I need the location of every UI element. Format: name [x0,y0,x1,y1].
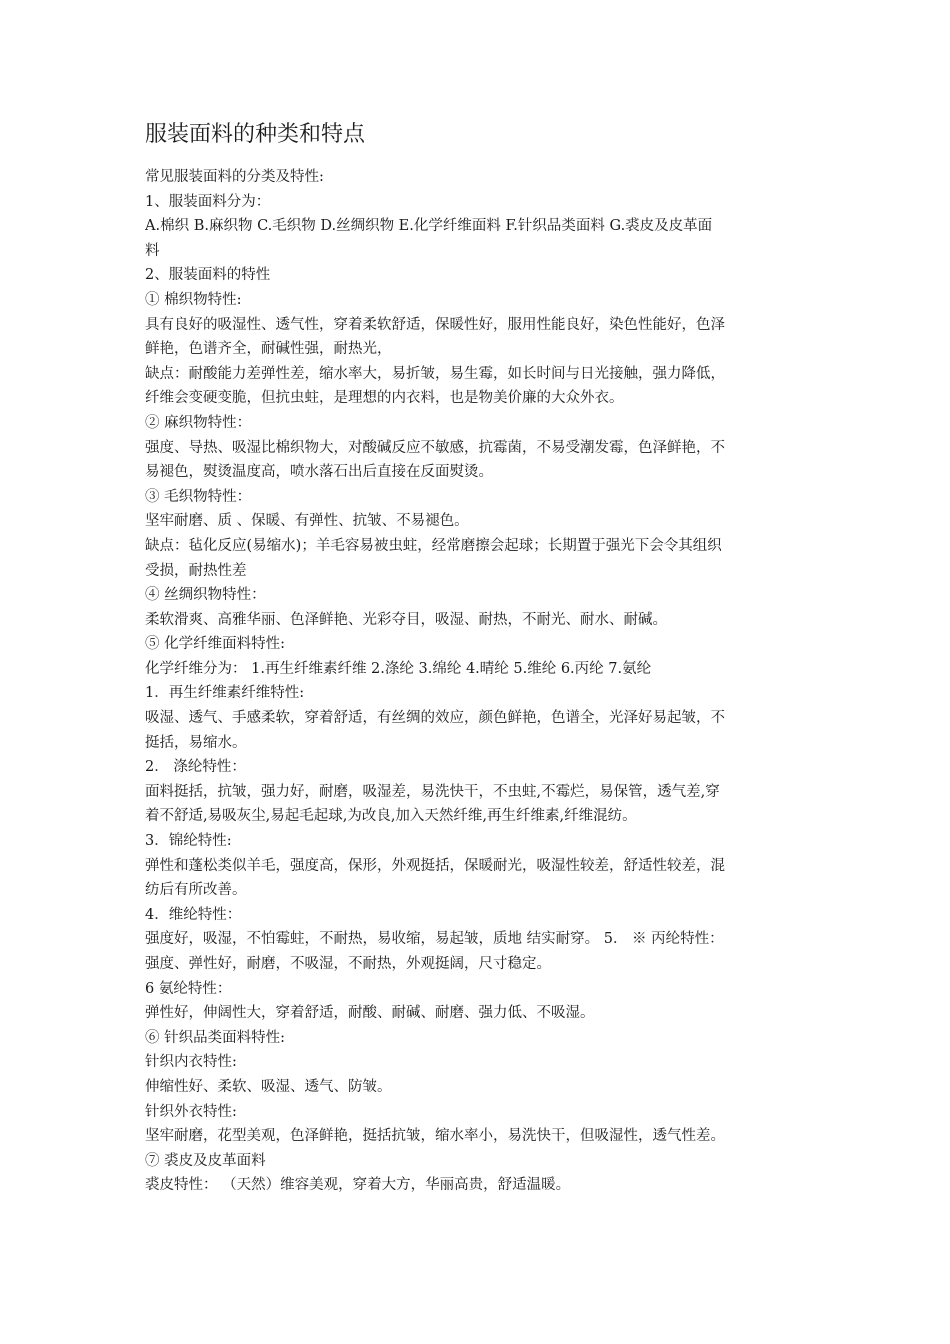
document-body [145,165,810,1198]
text-line: 易褪色，熨烫温度高，喷水落石出后直接在反面熨烫。 [145,464,493,481]
text-line: ⑤ 化学纤维面料特性: [145,636,285,653]
text-line: 缺点：耐酸能力差弹性差，缩水率大，易折皱，易生霉，如长时间与日光接触，强力降低， [145,365,725,382]
text-line: 面料挺括，抗皱，强力好，耐磨，吸湿差，易洗快干，不虫蛀,不霉烂，易保管，透气差,穿 [145,783,720,800]
text-line: 常见服装面料的分类及特性: [145,169,324,185]
text-line: ⑥ 针织品类面料特性: [145,1029,285,1046]
text-line: 吸湿、透气、手感柔软，穿着舒适，有丝绸的效应，颜色鲜艳，色谱全，光泽好易起皱，不 [145,710,725,727]
text-line: A.棉织 B.麻织物 C.毛织物 D.丝绸织物 E.化学纤维面料 F.针织品类面料 G.裘皮及皮革面 [145,218,713,235]
text-line: ② 麻织物特性： [145,414,252,431]
text-line: 3．锦纶特性: [145,833,232,850]
text-line: 坚牢耐磨，花型美观，色泽鲜艳，挺括抗皱，缩水率小，易洗快干，但吸湿性，透气性差。 [145,1128,725,1145]
text-line: 裘皮特性： （天然）维容美观，穿着大方，华丽高贵，舒适温暖。 [145,1177,571,1194]
text-line: 弹性好，伸阔性大，穿着舒适，耐酸、耐碱、耐磨、强力低、不吸湿。 [145,1005,595,1022]
text-line: 具有良好的吸湿性、透气性，穿着柔软舒适，保暖性好，服用性能良好，染色性能好，色泽 [145,316,725,333]
text-line: 纤维会变硬变脆，但抗虫蛀，是理想的内衣料，也是物美价廉的大众外衣。 [145,390,624,407]
text-line: 着不舒适,易吸灰尘,易起毛起球,为改良,加入天然纤维,再生纤维素,纤维混纺。 [145,808,637,825]
text-line: 强度、弹性好，耐磨，不吸湿，不耐热，外观挺阔，尺寸稳定。 [145,956,551,972]
text-line: ① 棉织物特性: [145,291,242,308]
text-line: 坚牢耐磨、质 、保暖、有弹性、抗皱、不易褪色。 [145,513,469,530]
text-line: ③ 毛织物特性： [145,488,252,505]
text-line: ④ 丝绸织物特性： [145,587,266,604]
text-line: ⑦ 裘皮及皮革面料 [145,1152,266,1169]
text-line: 柔软滑爽、高雅华丽、色泽鲜艳、光彩夺目，吸湿、耐热，不耐光、耐水、耐碱。 [145,611,667,628]
text-line: 缺点：毡化反应(易缩水)；羊毛容易被虫蛀，经常磨擦会起球；长期置于强光下会令其组织 [145,537,722,554]
text-line: 弹性和蓬松类似羊毛，强度高，保形，外观挺括，保暖耐光，吸湿性较差，舒适性较差，混 [145,857,725,874]
text-line: 纺后有所改善。 [145,882,247,899]
text-line: 针织外衣特性: [145,1103,237,1120]
text-line: 挺括，易缩水。 [145,734,247,751]
text-line: 强度、导热、吸湿比棉织物大，对酸碱反应不敏感，抗霉菌，不易受潮发霉，色泽鲜艳，不 [145,439,725,456]
document-title: 服装面料的种类和特点 [145,122,366,147]
text-line: 1．再生纤维素纤维特性: [145,685,305,702]
text-line: 2、服装面料的特性 [145,267,271,284]
text-line: 2． 涤纶特性： [145,759,246,776]
text-line: 4．维纶特性： [145,906,242,923]
text-line: 化学纤维分为： 1.再生纤维素纤维 2.涤纶 3.绵纶 4.晴纶 5.维纶 6.丙纶 7.氨纶 [145,660,652,677]
text-line: 6 氨纶特性： [145,980,232,997]
text-line: 料 [145,242,160,259]
text-line: 鲜艳，色谱齐全，耐碱性强，耐热光， [145,341,392,358]
text-line: 针织内衣特性: [145,1054,237,1071]
text-line: 1、服装面料分为： [145,193,271,210]
text-line: 伸缩性好、柔软、吸湿、透气、防皱。 [145,1078,392,1095]
text-line: 强度好，吸湿，不怕霉蛀，不耐热，易收缩，易起皱，质地 结实耐穿。 5． ※ 丙纶特性： [145,931,724,948]
text-line: 受损，耐热性差 [145,562,247,579]
